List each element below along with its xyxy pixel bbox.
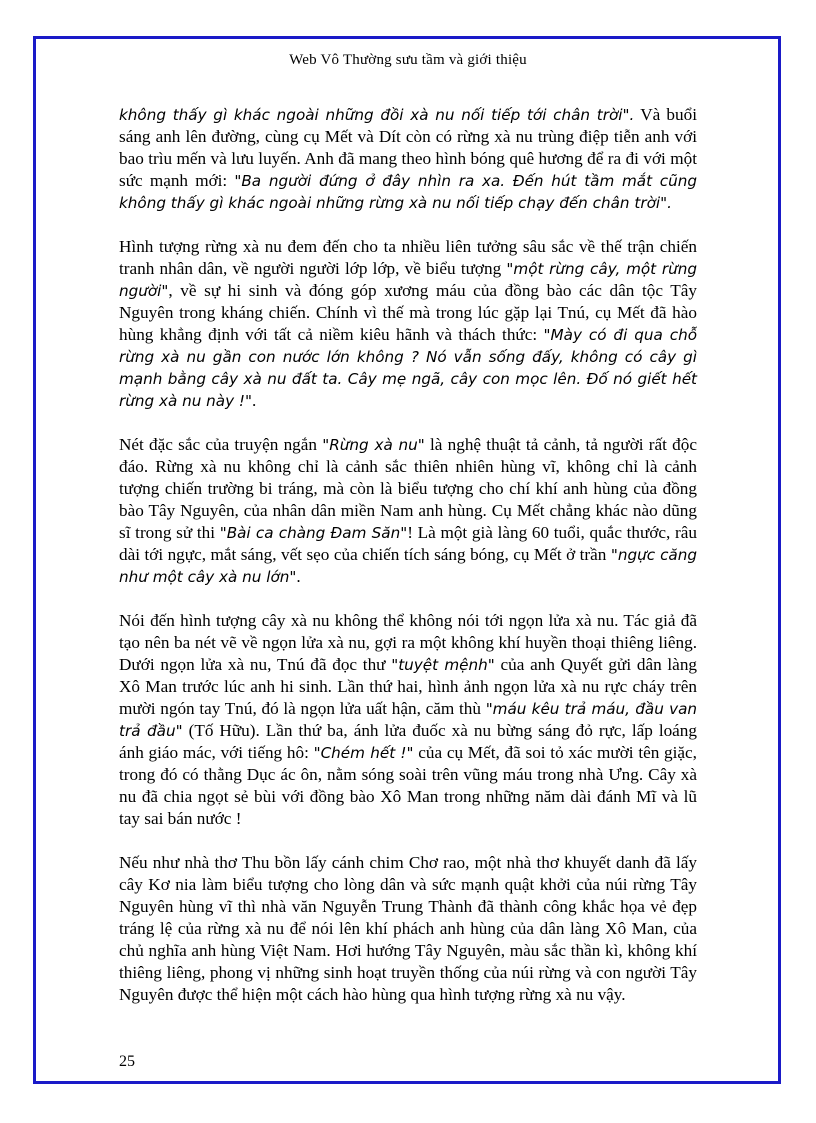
page-header: Web Vô Thường sưu tầm và giới thiệu [289,52,527,68]
quoted-text: "Mày có đi qua chỗ rừng xà nu gần con nước lớn không ? Nó vẫn sống đấy, không có cây gì mạnh bằng cây xà nu đất ta. Cây mẹ ngã, cây con mọc lên. Đố nó giết hết rừng xà nu này !" [119,326,697,410]
paragraph-1 [119,104,697,214]
paragraph-3 [119,434,697,588]
body-text: . [252,391,257,410]
body-text: . [296,567,301,586]
quoted-text: "tuyệt mệnh" [391,656,495,674]
quoted-text: không thấy gì khác ngoài những đồi xà nu nối tiếp tới chân trời". [119,106,635,124]
quoted-text: "Rừng xà nu" [322,436,425,454]
body-text: Và buổi sáng anh lên đường, cùng cụ Mết và Dít còn có rừng xà nu trùng điệp tiễn anh với bao trìu mến và lưu luyến. Anh đã mang theo hình bóng quê hương để ra đi với một sức mạnh mới: [119,105,697,190]
body-text: Hình tượng rừng xà nu đem đến cho ta nhiều liên tưởng sâu sắc về thế trận chiến tranh nhân dân, về người người lớp lớp, về biểu tượng [119,237,697,278]
quoted-text: "Bài ca chàng Đam Săn" [219,524,408,542]
paragraph-2 [119,236,697,412]
body-text: , về sự hi sinh và đóng góp xương máu của đồng bào các dân tộc Tây Nguyên trong kháng chiến. Chính vì thế mà trong lúc gặp lại Tnú, cụ Mết đã hào hùng khẳng định với tất cả niềm kiêu hãnh và thách thức: [119,281,697,344]
page-number: 25 [119,1053,135,1070]
body-text: của cụ Mết, đã soi tỏ xác mười tên giặc, trong đó có thằng Dục ác ôn, nằm sóng soài trên vũng máu trong nhà Ưng. Cây xà nu đã chia ngọt sẻ bùi với đồng bào Xô Man trong những năm dài đánh Mĩ và lũ tay sai bán nước ! [119,743,697,828]
document-body [119,104,697,1028]
quoted-text: "ngực căng như một cây xà nu lớn" [119,546,697,586]
paragraph-5 [119,852,697,1006]
body-text: Nói đến hình tượng cây xà nu không thể không nói tới ngọn lửa xà nu. Tác giả đã tạo nên ba nét vẽ về ngọn lửa xà nu, gợi ra một không khí huyền thoại thiêng liêng. Dưới ngọn lửa xà nu, Tnú đã đọc thư [119,611,697,674]
body-text: Nét đặc sắc của truyện ngắn [119,435,323,454]
quoted-text: "máu kêu trả máu, đầu van trả đầu" [119,700,697,740]
body-text: của anh Quyết gửi dân làng Xô Man trước lúc anh hi sinh. Lần thứ hai, hình ảnh ngọn lửa xà nu rực cháy trên mười ngón tay Tnú, đó là ngọn lửa uất hận, căm thù [119,655,698,718]
paragraph-4 [119,610,697,830]
body-text: ! Là một già làng 60 tuổi, quắc thước, râu dài tới ngực, mắt sáng, vết sẹo của chiến tích sáng bóng, cụ Mết ở trần [119,523,697,564]
quoted-text: "Ba người đứng ở đây nhìn ra xa. Đến hút tầm mắt cũng không thấy gì khác ngoài những rừng xà nu nối tiếp chạy đến chân trời". [119,172,697,212]
body-text: là nghệ thuật tả cảnh, tả người rất độc đáo. Rừng xà nu không chỉ là cảnh sắc thiên nhiên hùng vĩ, không chỉ là cảnh tượng chiến trường bi tráng, mà còn là biểu tượng cho chí khí anh hùng của đồng bào Tây Nguyên, của nhân dân miền Nam anh hùng. Cụ Mết chẳng khác nào dũng sĩ trong sử thi [119,435,697,542]
body-text: (Tố Hữu). Lần thứ ba, ánh lửa đuốc xà nu bừng sáng đỏ rực, lấp loáng ánh giáo mác, với tiếng hô: [119,721,697,762]
quoted-text: "một rừng cây, một rừng người" [119,260,697,300]
body-text: Nếu như nhà thơ Thu bồn lấy cánh chim Chơ rao, một nhà thơ khuyết danh đã lấy cây Kơ nia làm biểu tượng cho lòng dân và sức mạnh quật khởi của núi rừng Tây Nguyên hùng vĩ thì nhà văn Nguyễn Trung Thành đã thành công khắc họa vẻ đẹp tráng lệ của rừng xà nu để nói lên khí phách anh hùng của dân làng Xô Man, của chủ nghĩa anh hùng Việt Nam. Hơi hướng Tây Nguyên, màu sắc thần kì, không khí thiêng liêng, phong vị những sinh hoạt truyền thống của núi rừng và con người Tây Nguyên được thể hiện một cách hào hùng qua hình tượng rừng xà nu vậy. [119,853,697,1004]
quoted-text: "Chém hết !" [313,744,414,762]
